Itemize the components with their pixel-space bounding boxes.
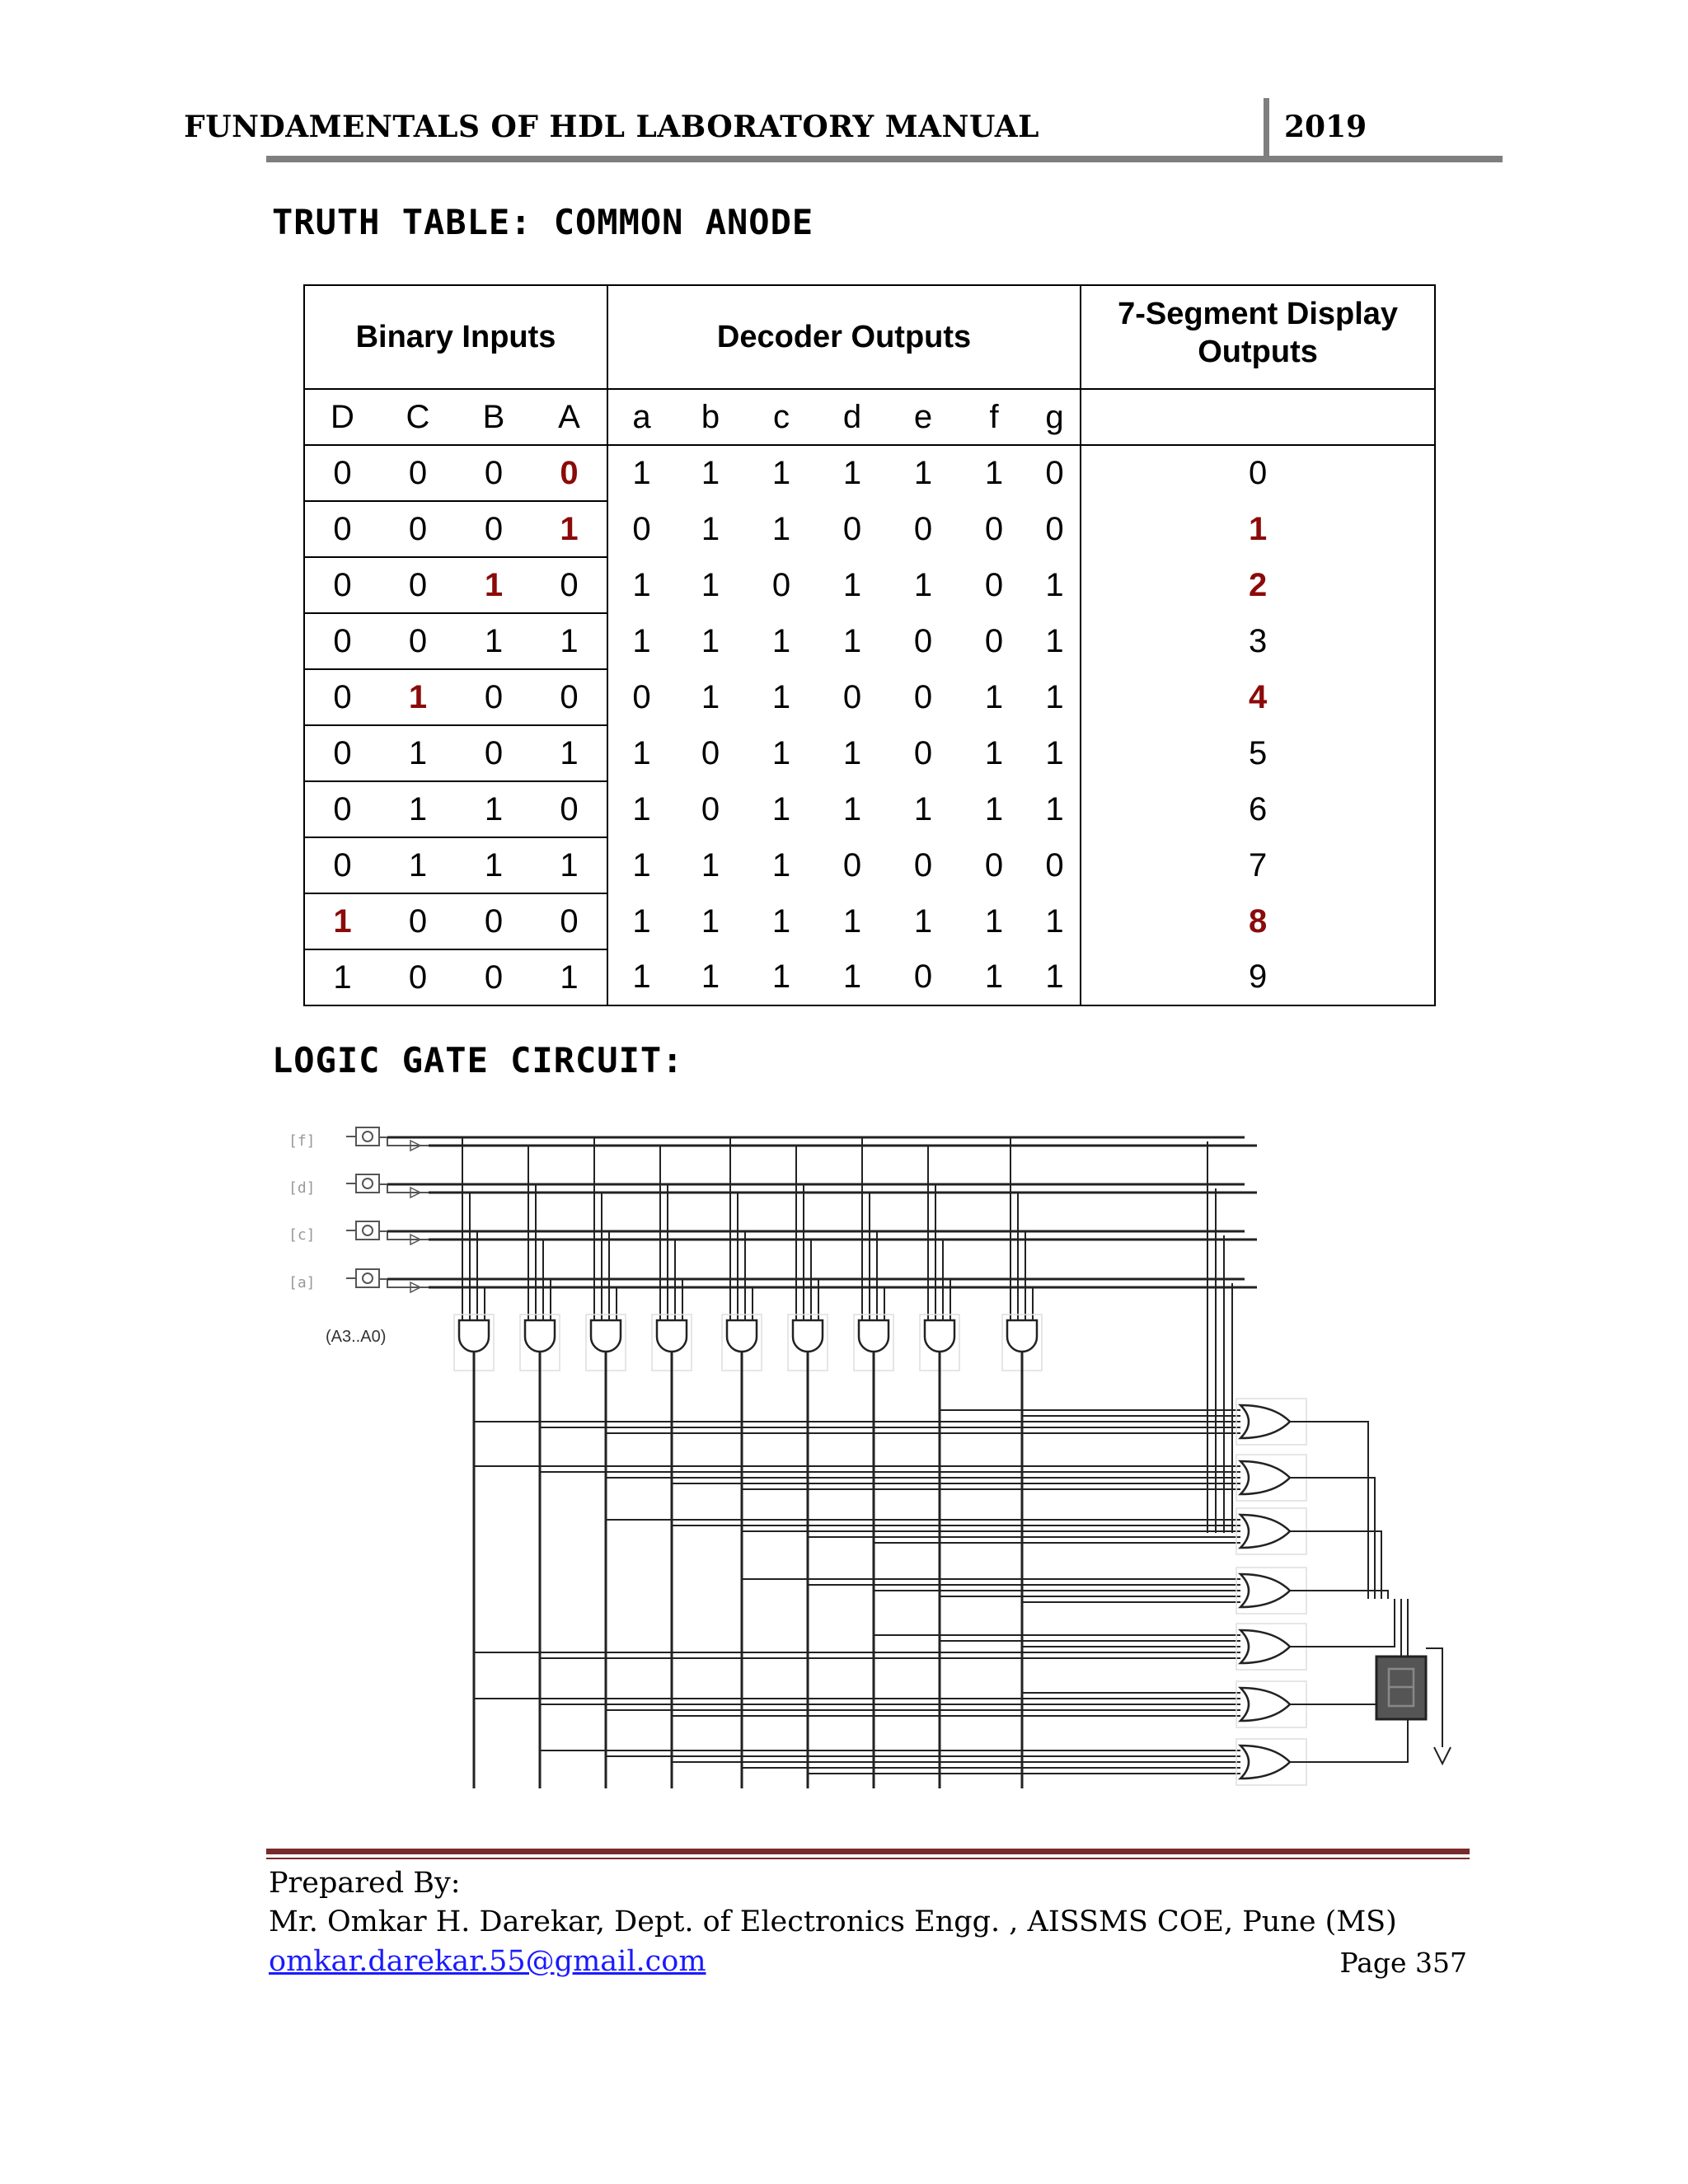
manual-title: FUNDAMENTALS OF HDL LABORATORY MANUAL [184, 110, 1039, 144]
table-cell: 0 [532, 781, 607, 837]
display-digit-cell: 3 [1081, 613, 1435, 669]
table-cell: 1 [842, 622, 862, 659]
table-cell: 0 [532, 669, 607, 725]
table-cell: 1 [632, 622, 651, 659]
column-label-row [304, 389, 1435, 445]
table-cell: 1 [632, 455, 651, 491]
table-cell: 0 [984, 510, 1004, 547]
table-cell: 1 [1029, 669, 1081, 725]
table-cell: 1 [701, 846, 720, 883]
table-row [304, 781, 1435, 837]
table-cell: 0 [304, 501, 380, 557]
ground-icon [1434, 1747, 1451, 1764]
input-pin-icon [356, 1174, 379, 1193]
input-pin-icon [363, 1226, 373, 1235]
table-cell: 1 [607, 949, 675, 1005]
table-cell: 1 [304, 893, 380, 949]
truth-table-heading: TRUTH TABLE: COMMON ANODE [272, 202, 814, 242]
display-digit-cell: 0 [1081, 445, 1435, 501]
table-cell: 1 [1029, 557, 1081, 613]
binary-inputs-header: Binary Inputs [304, 285, 607, 389]
column-label-c: c [746, 389, 817, 445]
table-cell: 1 [701, 566, 720, 603]
table-cell: 0 [771, 566, 791, 603]
table-cell: 1 [746, 949, 817, 1005]
and-gate-icon [657, 1320, 687, 1352]
table-cell: 1 [842, 902, 862, 940]
table-cell: 1 [1029, 949, 1081, 1005]
table-cell: 0 [842, 510, 862, 547]
table-cell: 1 [304, 949, 380, 1005]
author-email-link[interactable]: omkar.darekar.55@gmail.com [269, 1945, 706, 1978]
table-cell: 0 [456, 949, 532, 1005]
manual-year: 2019 [1284, 110, 1367, 144]
table-cell: 1 [701, 622, 720, 659]
table-row [304, 501, 1435, 557]
table-cell: 0 [380, 613, 456, 669]
table-cell: 1 [771, 902, 791, 940]
group-header-row [304, 285, 1435, 389]
display-digit-cell: 6 [1081, 781, 1435, 837]
display-digit-cell: 4 [1081, 669, 1435, 725]
or-gate-icon [1240, 1405, 1290, 1438]
and-gate-icon [459, 1320, 489, 1352]
table-cell: 1 [959, 949, 1029, 1005]
table-cell: 0 [304, 837, 380, 893]
column-label-display-blank [1081, 389, 1435, 445]
display-header-line2: Outputs [1198, 335, 1318, 369]
table-cell: 0 [984, 846, 1004, 883]
table-cell: 1 [532, 837, 607, 893]
table-cell: 1 [913, 455, 933, 491]
column-label-d: d [817, 389, 888, 445]
table-row [304, 613, 1435, 669]
truth-table-body [304, 445, 1435, 1005]
or-gate-icon [1240, 1515, 1290, 1548]
page-number: Page 357 [1339, 1947, 1467, 1979]
table-cell: 0 [913, 734, 933, 771]
input-label: [d] [288, 1179, 316, 1197]
display-outputs-header [1081, 285, 1435, 389]
table-cell: 0 [532, 893, 607, 949]
prepared-by-label: Prepared By: [269, 1867, 461, 1900]
table-cell: 1 [632, 734, 651, 771]
table-cell: 0 [888, 949, 959, 1005]
and-gate-icon [727, 1320, 757, 1352]
table-cell: 1 [632, 846, 651, 883]
table-cell: 0 [632, 510, 651, 547]
table-row [304, 949, 1435, 1005]
input-pin-icon [363, 1179, 373, 1188]
table-cell: 1 [380, 781, 456, 837]
table-cell: 1 [632, 790, 651, 827]
table-cell: 0 [1029, 445, 1081, 501]
page-header [184, 95, 1503, 162]
table-cell: 1 [1029, 893, 1081, 949]
author-line: Mr. Omkar H. Darekar, Dept. of Electronics Engg. , AISSMS COE, Pune (MS) [269, 1905, 1397, 1938]
table-cell: 1 [532, 949, 607, 1005]
table-cell: 1 [380, 837, 456, 893]
or-gate-icon [1240, 1461, 1290, 1494]
table-cell: 1 [771, 678, 791, 715]
column-label-B: B [456, 389, 532, 445]
table-cell: 0 [380, 445, 456, 501]
table-cell: 1 [701, 902, 720, 940]
table-cell: 0 [1029, 837, 1081, 893]
input-label: [a] [288, 1274, 316, 1291]
table-cell: 1 [1029, 613, 1081, 669]
table-cell: 1 [701, 455, 720, 491]
table-cell: 0 [456, 501, 532, 557]
table-cell: 0 [532, 445, 607, 501]
table-cell: 1 [771, 510, 791, 547]
table-cell: 1 [842, 790, 862, 827]
table-cell: 1 [456, 557, 532, 613]
table-cell: 1 [701, 510, 720, 547]
input-pin-icon [356, 1221, 379, 1240]
display-digit-cell: 7 [1081, 837, 1435, 893]
table-cell: 0 [1029, 501, 1081, 557]
table-cell: 1 [984, 790, 1004, 827]
wire [1290, 1591, 1388, 1599]
column-label-f: f [959, 389, 1029, 445]
input-label: [c] [288, 1226, 316, 1244]
table-cell: 0 [701, 734, 720, 771]
table-cell: 0 [913, 510, 933, 547]
table-cell: 1 [1029, 725, 1081, 781]
table-cell: 1 [984, 734, 1004, 771]
table-row [304, 557, 1435, 613]
table-cell: 0 [984, 566, 1004, 603]
table-cell: 1 [456, 613, 532, 669]
table-cell: 1 [984, 902, 1004, 940]
table-cell: 0 [380, 557, 456, 613]
table-cell: 0 [380, 501, 456, 557]
column-label-e: e [888, 389, 959, 445]
table-cell: 1 [771, 790, 791, 827]
table-cell: 1 [984, 678, 1004, 715]
display-digit-cell: 8 [1081, 893, 1435, 949]
input-pin-icon [363, 1132, 373, 1141]
truth-table [303, 284, 1436, 1006]
wire [1290, 1478, 1375, 1599]
table-cell: 1 [532, 725, 607, 781]
table-cell: 1 [771, 734, 791, 771]
column-label-D: D [304, 389, 380, 445]
table-cell: 1 [842, 734, 862, 771]
display-digit-cell: 2 [1081, 557, 1435, 613]
input-label: [f] [288, 1132, 316, 1150]
and-gate-icon [1007, 1320, 1037, 1352]
column-label-b: b [675, 389, 746, 445]
logic-gate-circuit-diagram [272, 1113, 1459, 1813]
table-row [304, 837, 1435, 893]
table-cell: 0 [842, 846, 862, 883]
table-cell: 1 [842, 566, 862, 603]
table-cell: 0 [456, 445, 532, 501]
table-cell: 1 [913, 566, 933, 603]
column-label-a: a [607, 389, 675, 445]
table-cell: 0 [456, 893, 532, 949]
logic-circuit-heading: LOGIC GATE CIRCUIT: [272, 1040, 684, 1080]
header-separator [1264, 98, 1269, 162]
display-header-line1: 7-Segment Display [1118, 297, 1399, 331]
table-cell: 1 [771, 455, 791, 491]
table-cell: 0 [701, 790, 720, 827]
table-row [304, 445, 1435, 501]
and-gate-icon [525, 1320, 555, 1352]
table-cell: 1 [701, 678, 720, 715]
table-cell: 1 [984, 455, 1004, 491]
bus-label: (A3..A0) [326, 1328, 387, 1346]
footer-rule [266, 1849, 1470, 1854]
table-cell: 0 [304, 781, 380, 837]
table-cell: 0 [913, 622, 933, 659]
table-cell: 0 [456, 725, 532, 781]
column-label-C: C [380, 389, 456, 445]
table-cell: 1 [380, 669, 456, 725]
wire [1290, 1422, 1368, 1599]
and-gate-icon [591, 1320, 621, 1352]
or-gate-icon [1240, 1630, 1290, 1663]
table-cell: 1 [913, 790, 933, 827]
or-gate-icon [1240, 1688, 1290, 1721]
header-rule [266, 156, 1503, 162]
table-cell: 1 [1029, 781, 1081, 837]
or-gate-icon [1240, 1746, 1290, 1779]
table-cell: 1 [532, 613, 607, 669]
table-cell: 1 [532, 501, 607, 557]
table-cell: 0 [304, 557, 380, 613]
and-gate-icon [859, 1320, 889, 1352]
wire [1426, 1648, 1442, 1747]
column-label-A: A [532, 389, 607, 445]
table-cell: 0 [842, 678, 862, 715]
display-digit-cell: 5 [1081, 725, 1435, 781]
table-cell: 0 [913, 846, 933, 883]
table-cell: 0 [632, 678, 651, 715]
input-pin-icon [356, 1269, 379, 1287]
footer-rule-thin [266, 1858, 1470, 1859]
display-digit-cell: 1 [1081, 501, 1435, 557]
table-cell: 0 [913, 678, 933, 715]
input-pin-icon [363, 1273, 373, 1283]
table-cell: 1 [380, 725, 456, 781]
table-cell: 1 [456, 781, 532, 837]
table-cell: 1 [632, 902, 651, 940]
or-gate-icon [1240, 1574, 1290, 1607]
table-cell: 0 [984, 622, 1004, 659]
input-pin-icon [356, 1127, 379, 1146]
table-cell: 0 [304, 725, 380, 781]
table-cell: 1 [913, 902, 933, 940]
table-cell: 1 [771, 622, 791, 659]
table-cell: 0 [380, 893, 456, 949]
table-cell: 1 [456, 837, 532, 893]
table-row [304, 893, 1435, 949]
table-cell: 0 [304, 445, 380, 501]
and-gate-icon [925, 1320, 954, 1352]
table-row [304, 725, 1435, 781]
table-cell: 0 [532, 557, 607, 613]
table-cell: 1 [817, 949, 888, 1005]
table-cell: 1 [842, 455, 862, 491]
table-cell: 0 [456, 669, 532, 725]
table-cell: 0 [380, 949, 456, 1005]
table-cell: 1 [771, 846, 791, 883]
table-row [304, 669, 1435, 725]
display-digit-cell: 9 [1081, 949, 1435, 1005]
table-cell: 0 [304, 613, 380, 669]
table-cell: 0 [304, 669, 380, 725]
and-gate-icon [793, 1320, 823, 1352]
decoder-outputs-header: Decoder Outputs [607, 285, 1081, 389]
wire [1290, 1599, 1395, 1647]
column-label-g: g [1029, 389, 1081, 445]
table-cell: 1 [632, 566, 651, 603]
table-cell: 1 [675, 949, 746, 1005]
